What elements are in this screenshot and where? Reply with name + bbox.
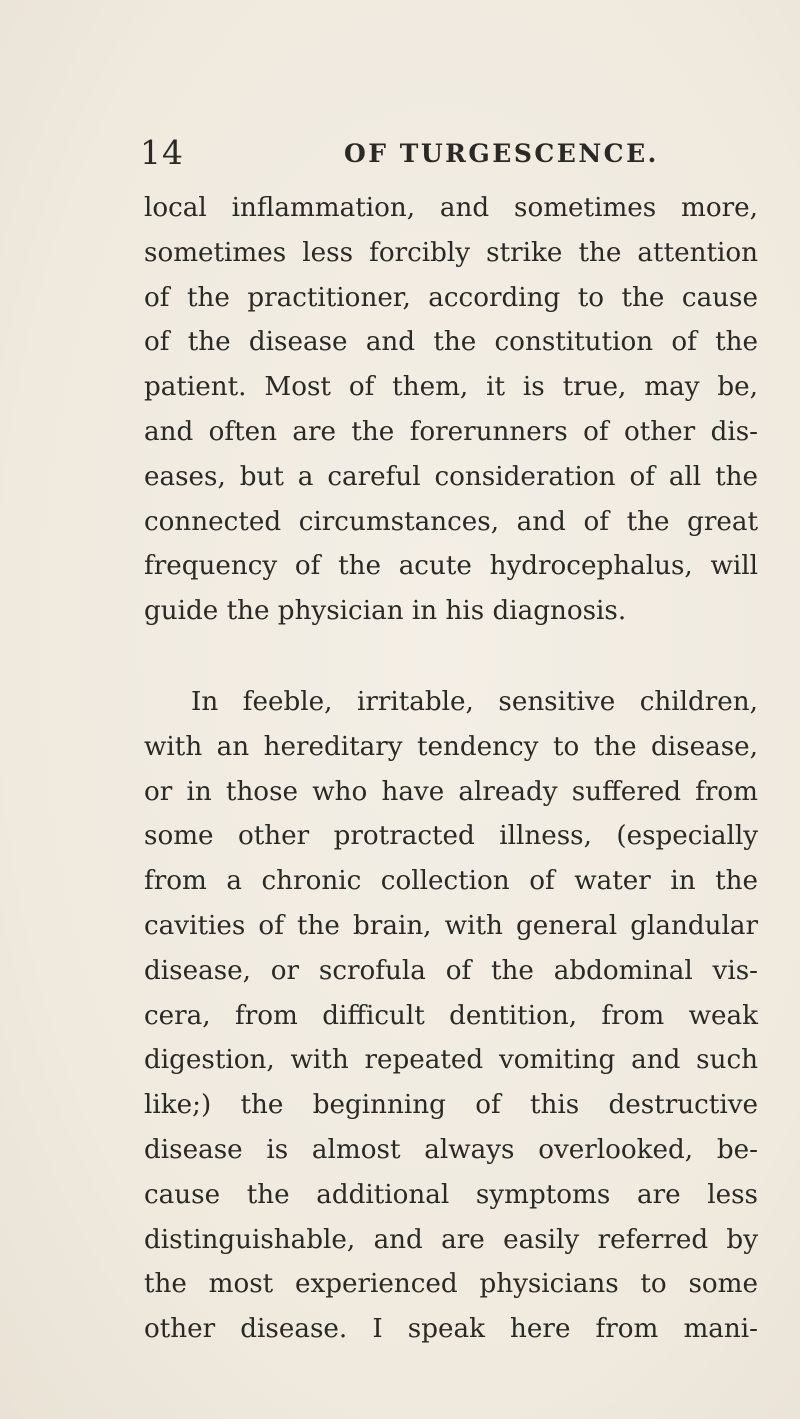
page-number: 14: [140, 133, 184, 172]
paragraph-2: [144, 680, 758, 1352]
text-line: of the practitioner, according to the cause: [144, 282, 758, 313]
text-line: the most experienced physicians to some: [144, 1269, 758, 1300]
paragraph-1: [144, 186, 758, 634]
text-line: from a chronic collection of water in the: [144, 866, 758, 897]
running-head: [140, 128, 760, 178]
text-line: like;) the beginning of this destructive: [144, 1090, 758, 1121]
text-line: distinguishable, and are easily referred by: [144, 1224, 758, 1255]
text-line: or in those who have already suffered from: [144, 776, 758, 807]
text-line: digestion, with repeated vomiting and such: [144, 1045, 758, 1076]
text-line: cavities of the brain, with general glandular: [144, 910, 758, 941]
text-line: with an hereditary tendency to the disease,: [144, 731, 758, 762]
text-line: In feeble, irritable, sensitive children,: [191, 686, 758, 717]
text-line: cera, from difficult dentition, from weak: [144, 1000, 758, 1031]
running-head-title: OF TURGESCENCE.: [344, 139, 659, 168]
text-line: disease, or scrofula of the abdominal vis-: [144, 955, 758, 986]
text-line: connected circumstances, and of the great: [144, 506, 758, 537]
text-line: other disease. I speak here from mani-: [144, 1314, 758, 1345]
text-line: frequency of the acute hydrocephalus, will: [144, 551, 758, 582]
text-line: eases, but a careful consideration of all the: [144, 461, 758, 492]
text-line: local inflammation, and sometimes more,: [144, 193, 758, 223]
body-text: [144, 186, 758, 1352]
text-line: disease is almost always overlooked, be-: [144, 1134, 758, 1165]
text-line: patient. Most of them, it is true, may be,: [144, 372, 758, 403]
text-line: of the disease and the constitution of the: [144, 327, 758, 358]
text-line: cause the additional symptoms are less: [144, 1179, 758, 1210]
text-line: some other protracted illness, (especially: [144, 821, 758, 852]
text-line: sometimes less forcibly strike the attention: [144, 237, 758, 268]
text-line: guide the physician in his diagnosis.: [144, 596, 627, 627]
text-line: and often are the forerunners of other dis-: [144, 416, 758, 447]
